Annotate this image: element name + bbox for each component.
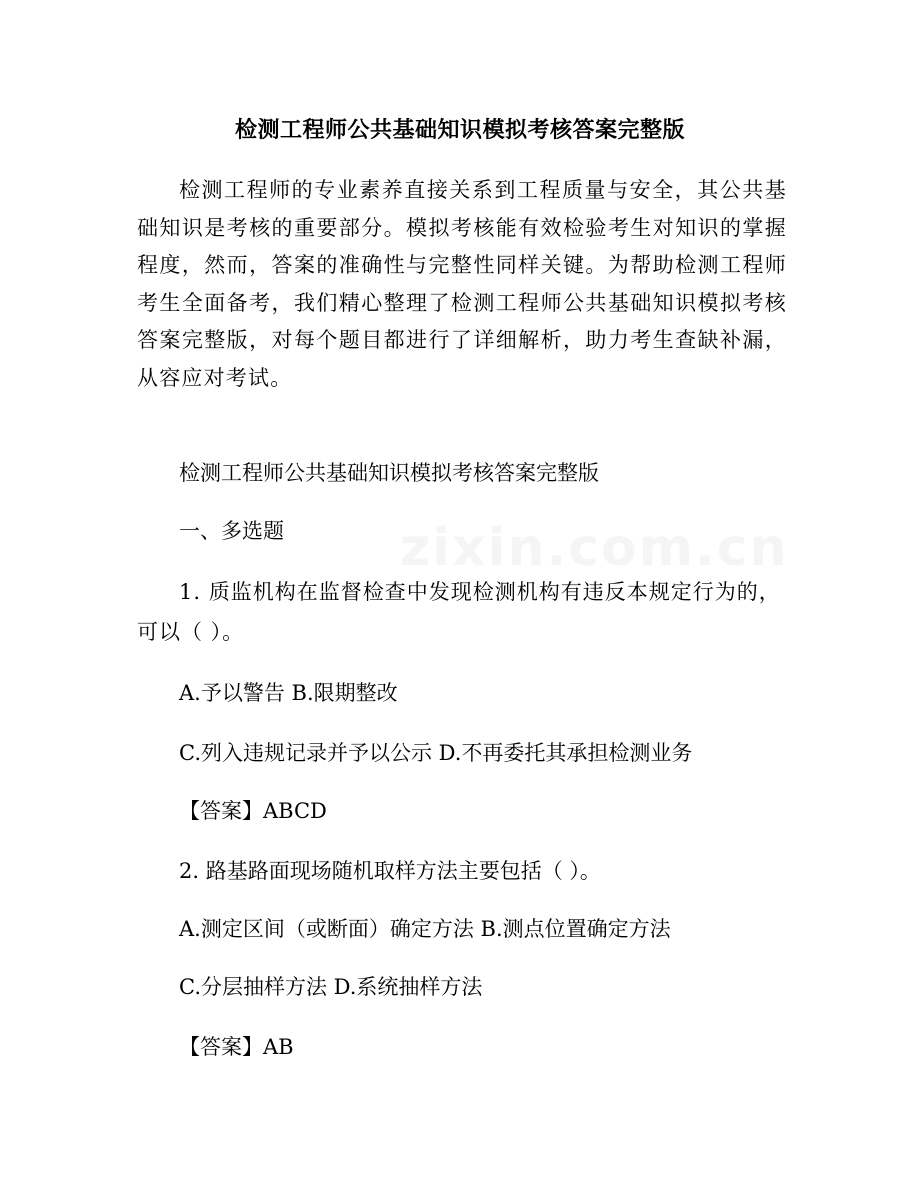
question-1-stem: 1. 质监机构在监督检查中发现检测机构有违反本规定行为的，可以（ ）。 bbox=[137, 580, 781, 644]
section-heading: 一、多选题 bbox=[179, 519, 284, 543]
question-2-options-cd: C.分层抽样方法 D.系统抽样方法 bbox=[179, 975, 483, 999]
question-2-answer: 【答案】AB bbox=[179, 1035, 294, 1059]
question-2-stem: 2. 路基路面现场随机取样方法主要包括（ ）。 bbox=[179, 859, 601, 883]
subtitle: 检测工程师公共基础知识模拟考核答案完整版 bbox=[179, 461, 599, 485]
watermark: zixin.com.cn bbox=[400, 518, 789, 578]
intro-paragraph: 检测工程师的专业素养直接关系到工程质量与安全，其公共基础知识是考核的重要部分。模拟考核能有效检验考生对知识的掌握程度，然而，答案的准确性与完整性同样关键。为帮助检测工程师考生全面备考，我们精心整理了检测工程师公共基础知识模拟考核答案完整版，对每个题目都进行了详细解析，助力考生查缺补漏，从容应对考试。 bbox=[137, 178, 787, 390]
question-1-answer: 【答案】ABCD bbox=[179, 799, 327, 823]
document-title: 检测工程师公共基础知识模拟考核答案完整版 bbox=[234, 118, 685, 143]
question-1-options-cd: C.列入违规记录并予以公示 D.不再委托其承担检测业务 bbox=[179, 741, 693, 765]
question-2-options-ab: A.测定区间（或断面）确定方法 B.测点位置确定方法 bbox=[179, 917, 671, 941]
question-1-options-ab: A.予以警告 B.限期整改 bbox=[179, 681, 398, 705]
